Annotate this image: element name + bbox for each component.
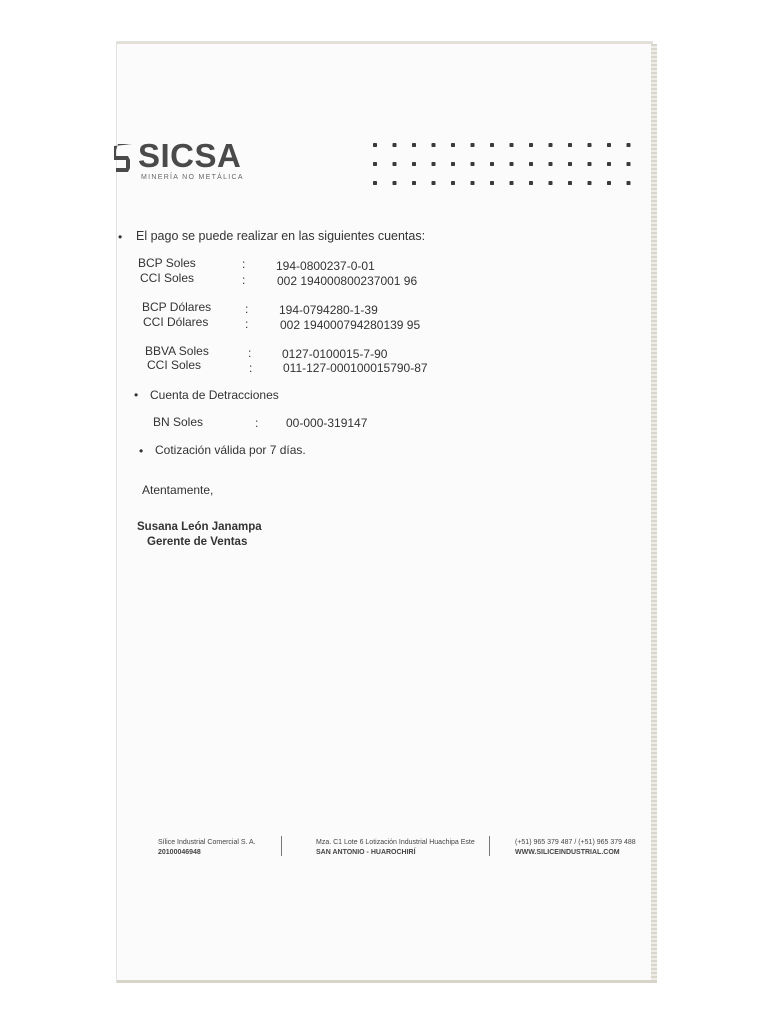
decorative-dot xyxy=(451,143,455,147)
footer-phones: (+51) 965 379 487 / (+51) 965 379 488 xyxy=(515,839,636,846)
account-label: CCI Soles xyxy=(147,358,202,372)
decorative-dot xyxy=(490,181,494,185)
decorative-dot xyxy=(588,162,592,166)
decorative-dot xyxy=(568,162,572,166)
decorative-dot xyxy=(432,181,436,185)
footer-district: SAN ANTONIO - HUAROCHIRÍ xyxy=(316,849,416,856)
logo-wordmark: SICSA xyxy=(138,137,242,174)
account-label: BCP Dólares xyxy=(142,300,212,314)
decorative-dot xyxy=(529,143,533,147)
account-separator: : xyxy=(248,346,252,360)
decorative-dot-grid xyxy=(370,140,642,190)
footer-address: Mza. C1 Lote 6 Lotización Industrial Huachipa Este xyxy=(316,839,475,846)
bullet-icon: • xyxy=(118,230,123,244)
decorative-dot xyxy=(412,143,416,147)
account-separator: : xyxy=(245,317,249,331)
account-value: 194-0800237-0-01 xyxy=(276,259,375,273)
decorative-dot xyxy=(588,143,592,147)
payment-intro: El pago se puede realizar en las siguientes cuentas: xyxy=(136,229,426,243)
account-separator: : xyxy=(242,273,246,287)
decorative-dot xyxy=(412,162,416,166)
account-separator: : xyxy=(242,257,246,271)
decorative-dot xyxy=(568,143,572,147)
decorative-dot xyxy=(471,162,475,166)
footer-company-block xyxy=(158,838,256,858)
page-bottom-edge xyxy=(117,980,657,983)
decorative-dot xyxy=(627,143,631,147)
detracciones-value: 00-000-319147 xyxy=(286,416,368,430)
company-logo xyxy=(112,136,252,186)
logo-mark-icon xyxy=(112,138,134,178)
account-value: 194-0794280-1-39 xyxy=(279,303,378,317)
decorative-dot xyxy=(588,181,592,185)
decorative-dot xyxy=(412,181,416,185)
decorative-dot xyxy=(490,162,494,166)
decorative-dot xyxy=(549,181,553,185)
decorative-dot xyxy=(607,181,611,185)
decorative-dot xyxy=(373,181,377,185)
account-value: 011-127-000100015790-87 xyxy=(283,361,428,375)
validity-note: Cotización válida por 7 días. xyxy=(155,443,306,457)
decorative-dot xyxy=(451,162,455,166)
decorative-dot xyxy=(393,162,397,166)
signature-role: Gerente de Ventas xyxy=(147,536,248,548)
account-label: CCI Dólares xyxy=(143,315,209,329)
decorative-dot xyxy=(432,162,436,166)
footer-address-block xyxy=(316,838,475,858)
account-label: BBVA Soles xyxy=(145,344,209,358)
account-label: BCP Soles xyxy=(138,256,196,270)
account-value: 0127-0100015-7-90 xyxy=(282,347,388,361)
decorative-dot xyxy=(549,162,553,166)
detracciones-label: BN Soles xyxy=(153,415,204,429)
account-separator: : xyxy=(249,361,253,375)
decorative-dot xyxy=(393,143,397,147)
decorative-dot xyxy=(529,162,533,166)
decorative-dot xyxy=(568,181,572,185)
decorative-dot xyxy=(510,143,514,147)
footer-company: Sílice Industrial Comercial S. A. xyxy=(158,839,256,846)
account-separator: : xyxy=(245,302,249,316)
decorative-dot xyxy=(373,143,377,147)
account-value: 002 194000794280139 95 xyxy=(280,318,421,332)
decorative-dot xyxy=(529,181,533,185)
detracciones-title: Cuenta de Detracciones xyxy=(150,388,279,402)
decorative-dot xyxy=(607,162,611,166)
decorative-dot xyxy=(490,143,494,147)
bullet-icon: • xyxy=(134,388,139,402)
footer-website: WWW.SILICEINDUSTRIAL.COM xyxy=(515,849,620,856)
decorative-dot xyxy=(471,181,475,185)
detracciones-separator: : xyxy=(255,416,259,430)
decorative-dot xyxy=(451,181,455,185)
bullet-icon: • xyxy=(139,444,144,458)
decorative-dot xyxy=(627,162,631,166)
account-value: 002 194000800237001 96 xyxy=(277,274,418,288)
footer-divider xyxy=(489,836,490,856)
decorative-dot xyxy=(373,162,377,166)
account-label: CCI Soles xyxy=(140,271,195,285)
footer-ruc: 20100046948 xyxy=(158,849,201,856)
signature-name: Susana León Janampa xyxy=(137,521,262,533)
logo-tagline: MINERÍA NO METÁLICA xyxy=(141,174,244,181)
decorative-dot xyxy=(471,143,475,147)
decorative-dot xyxy=(549,143,553,147)
page-right-edge xyxy=(651,44,657,982)
decorative-dot xyxy=(510,162,514,166)
footer-contact-block xyxy=(515,838,636,858)
closing-text: Atentamente, xyxy=(142,483,214,497)
decorative-dot xyxy=(432,143,436,147)
decorative-dot xyxy=(510,181,514,185)
decorative-dot xyxy=(607,143,611,147)
decorative-dot xyxy=(627,181,631,185)
decorative-dot xyxy=(393,181,397,185)
footer-divider xyxy=(281,836,282,856)
page-top-edge xyxy=(117,42,652,44)
